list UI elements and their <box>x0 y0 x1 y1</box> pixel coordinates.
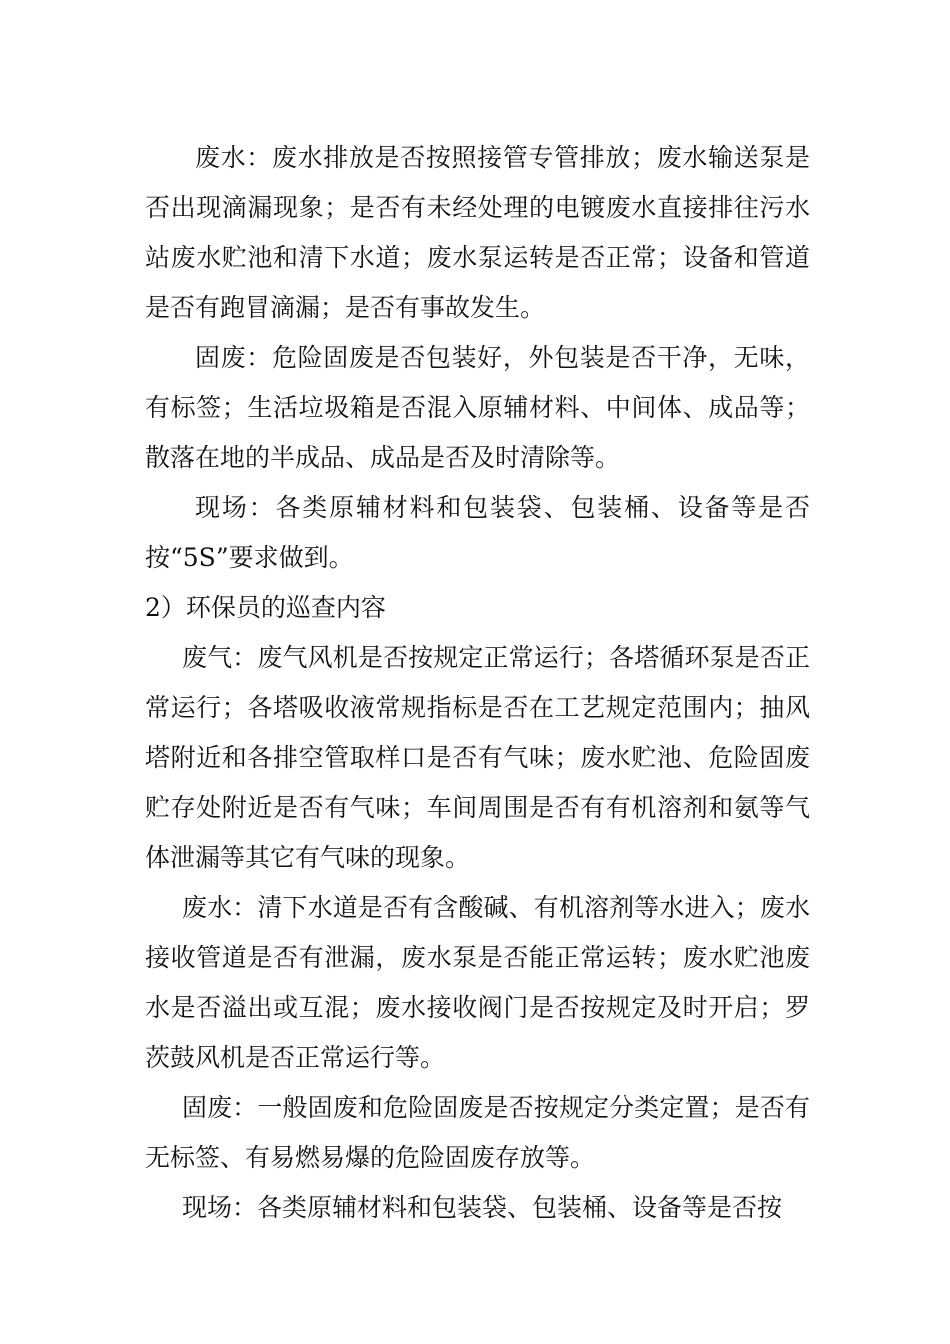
paragraph-exhaust-gas: 废气：废气风机是否按规定正常运行；各塔循环泵是否正常运行；各塔吸收液常规指标是否在工艺规定范围内；抽风塔附近和各排空管取样口是否有气味；废水贮池、危险固废贮存处附近是否有气味；车间周围是否有有机溶剂和氨等气体泄漏等其它有气味的现象。 <box>145 643 810 872</box>
document-body <box>145 133 810 1233</box>
paragraph-wastewater-1: 废水：废水排放是否按照接管专管排放；废水输送泵是否出现滴漏现象；是否有未经处理的电镀废水直接排往污水站废水贮池和清下水道；废水泵运转是否正常；设备和管道是否有跑冒滴漏；是否有事故发生。 <box>145 143 810 322</box>
section-heading-inspector-patrol: 2）环保员的巡查内容 <box>145 593 386 622</box>
paragraph-solid-waste-2: 固废：一般固废和危险固废是否按规定分类定置；是否有无标签、有易燃易爆的危险固废存放等。 <box>145 1093 810 1172</box>
paragraph-wastewater-2: 废水：清下水道是否有含酸碱、有机溶剂等水进入；废水接收管道是否有泄漏，废水泵是否能正常运转；废水贮池废水是否溢出或互混；废水接收阀门是否按规定及时开启；罗茨鼓风机是否正常运行等。 <box>145 893 810 1072</box>
paragraph-solid-waste-1: 固废：危险固废是否包装好，外包装是否干净，无味，有标签；生活垃圾箱是否混入原辅材料、中间体、成品等；散落在地的半成品、成品是否及时清除等。 <box>145 343 810 472</box>
paragraph-site-2: 现场：各类原辅材料和包装袋、包装桶、设备等是否按 <box>182 1193 783 1222</box>
paragraph-site-1: 现场：各类原辅材料和包装袋、包装桶、设备等是否按“5S”要求做到。 <box>145 493 810 572</box>
